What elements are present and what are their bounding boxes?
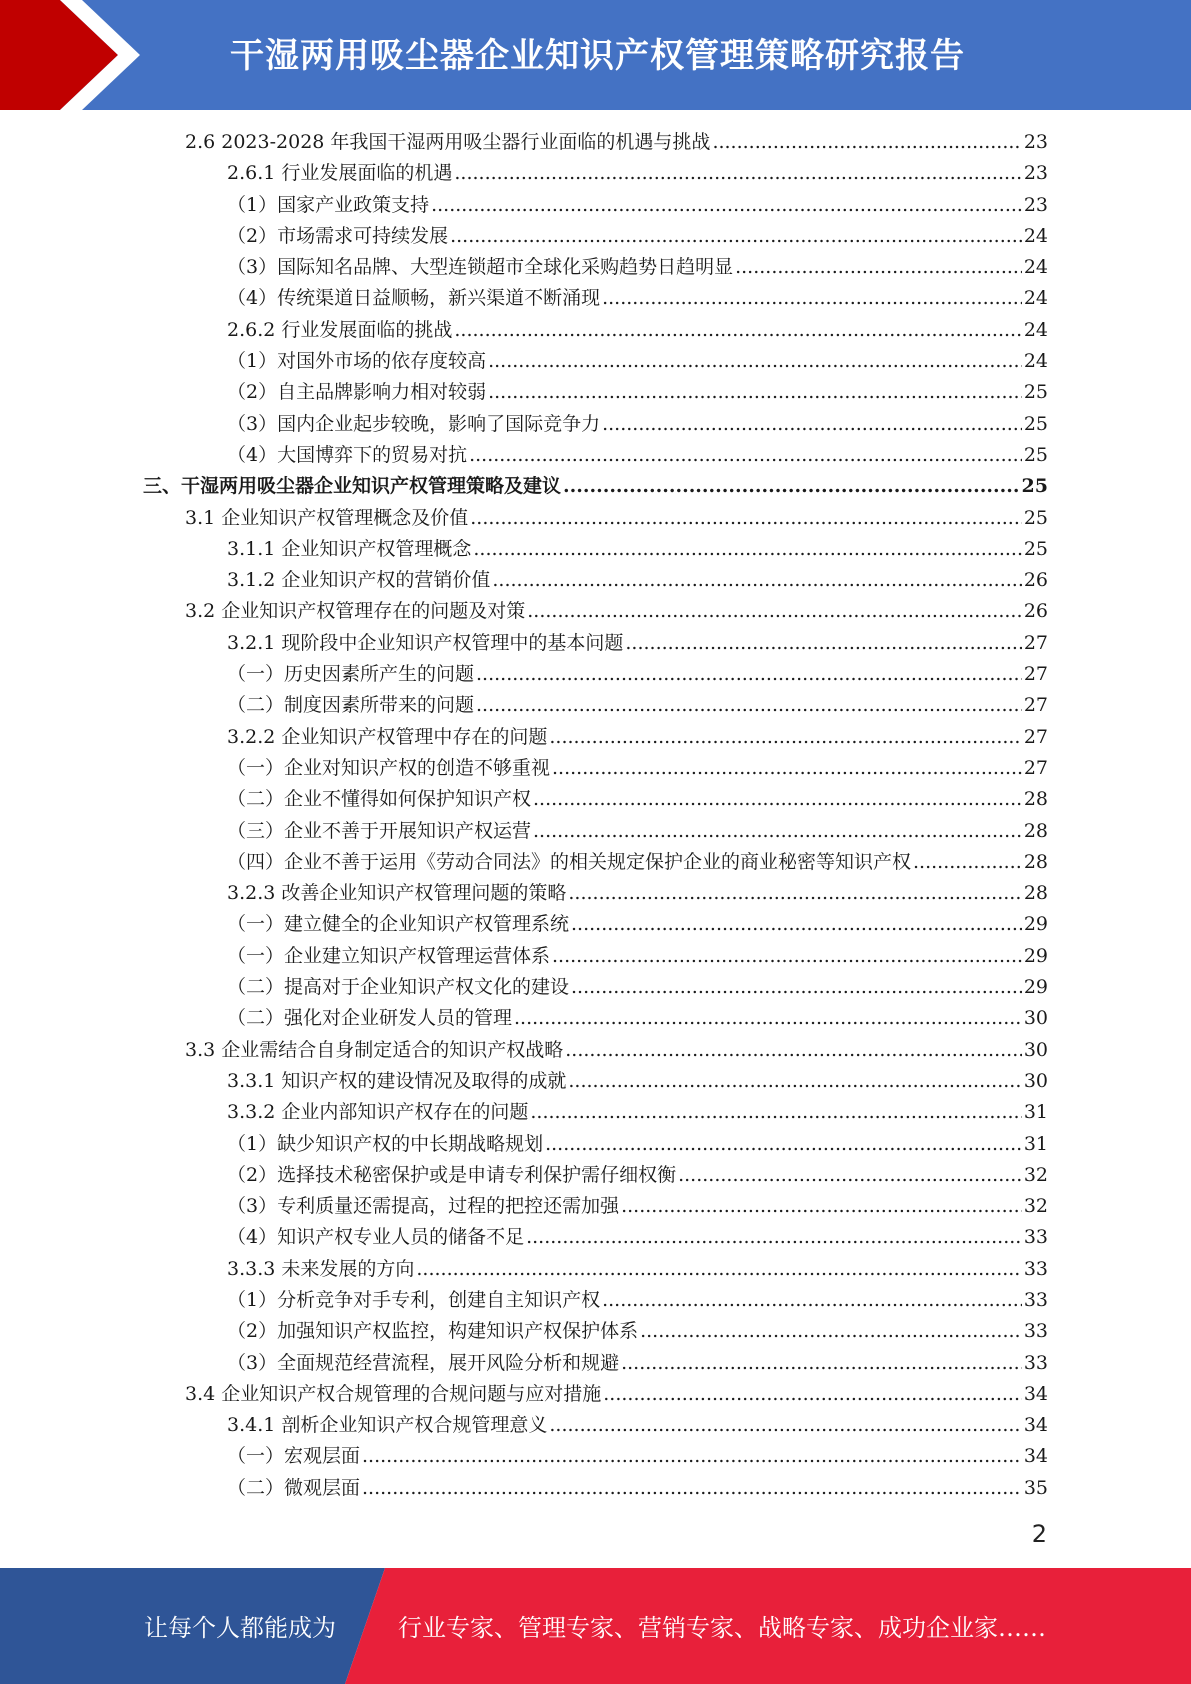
toc-entry[interactable] [143,565,1048,596]
toc-entry-page: 26 [1023,600,1048,623]
toc-entry-label: （4）知识产权专业人员的储备不足 [227,1226,525,1249]
toc-entry[interactable] [143,596,1048,627]
toc-entry-page: 24 [1023,318,1048,341]
toc-leader-dots [568,1066,1021,1097]
toc-leader-dots [469,440,1022,471]
toc-entry-label: （一）建立健全的企业知识产权管理系统 [227,913,570,936]
toc-entry-page: 24 [1023,350,1048,373]
toc-entry-page: 26 [1023,569,1048,592]
toc-entry[interactable] [143,1222,1048,1253]
toc-entry-page: 34 [1023,1414,1048,1437]
toc-leader-dots [470,503,1022,534]
toc-entry-page: 27 [1023,694,1048,717]
toc-leader-dots [476,690,1022,721]
toc-entry[interactable] [143,346,1048,377]
toc-entry-page: 34 [1023,1445,1048,1468]
toc-leader-dots [362,1441,1022,1472]
toc-leader-dots [416,1254,1021,1285]
toc-entry[interactable] [143,909,1048,940]
toc-entry[interactable] [143,190,1048,221]
toc-entry[interactable] [143,659,1048,690]
toc-leader-dots [571,972,1022,1003]
toc-leader-dots [712,127,1021,158]
toc-entry-label: 3.2 企业知识产权管理存在的问题及对策 [185,600,526,623]
toc-entry[interactable] [143,440,1048,471]
toc-leader-dots [431,190,1022,221]
toc-entry-page: 27 [1023,631,1048,654]
toc-entry[interactable] [143,221,1048,252]
toc-entry[interactable] [143,941,1048,972]
toc-entry[interactable] [143,1129,1048,1160]
toc-entry-page: 24 [1023,224,1048,247]
toc-entry[interactable] [143,784,1048,815]
toc-leader-dots [549,1410,1021,1441]
toc-entry-label: 3.3.1 知识产权的建设情况及取得的成就 [227,1069,567,1092]
toc-entry-label: （2）选择技术秘密保护或是申请专利保护需仔细权衡 [227,1163,677,1186]
toc-entry-label: （三）企业不善于开展知识产权运营 [227,819,532,842]
toc-entry-page: 31 [1023,1101,1048,1124]
toc-entry-page: 33 [1023,1257,1048,1280]
toc-entry[interactable] [143,1003,1048,1034]
page-footer [0,1568,1191,1684]
toc-entry-label: （2）加强知识产权监控，构建知识产权保护体系 [227,1320,639,1343]
toc-entry-label: （一）企业建立知识产权管理运营体系 [227,944,551,967]
toc-entry-label: （一）历史因素所产生的问题 [227,663,475,686]
toc-entry-page: 33 [1023,1226,1048,1249]
toc-entry-page: 33 [1023,1351,1048,1374]
toc-entry-label: 3.2.1 现阶段中企业知识产权管理中的基本问题 [227,631,624,654]
toc-leader-dots [602,409,1022,440]
toc-entry-label: （3）专利质量还需提高，过程的把控还需加强 [227,1195,620,1218]
toc-entry[interactable] [143,972,1048,1003]
toc-leader-dots [450,221,1022,252]
toc-entry[interactable] [143,315,1048,346]
toc-entry-page: 24 [1023,287,1048,310]
toc-entry-label: 3.4.1 剖析企业知识产权合规管理意义 [227,1414,548,1437]
toc-entry[interactable] [143,1473,1048,1504]
toc-leader-dots [571,909,1022,940]
toc-entry[interactable] [143,471,1048,502]
toc-entry-label: 3.3.3 未来发展的方向 [227,1257,415,1280]
toc-leader-dots [545,1129,1022,1160]
toc-entry-page: 28 [1023,882,1048,905]
toc-entry-label: （一）宏观层面 [227,1445,361,1468]
toc-entry-label: 2.6.2 行业发展面临的挑战 [227,318,453,341]
toc-entry-label: （4）传统渠道日益顺畅，新兴渠道不断涌现 [227,287,601,310]
toc-entry-label: 2.6.1 行业发展面临的机遇 [227,162,453,185]
toc-entry[interactable] [143,753,1048,784]
page-header [0,0,1191,110]
toc-entry-page: 25 [1023,381,1048,404]
toc-entry-page: 32 [1023,1163,1048,1186]
toc-entry-page: 23 [1023,131,1048,153]
toc-leader-dots [735,252,1022,283]
red-chevron-decoration [0,0,160,110]
toc-entry-label: （2）自主品牌影响力相对较弱 [227,381,487,404]
toc-leader-dots [533,784,1022,815]
toc-leader-dots [640,1316,1022,1347]
toc-entry[interactable] [143,1254,1048,1285]
toc-leader-dots [514,1003,1022,1034]
toc-entry-page: 29 [1023,944,1048,967]
toc-entry-page: 30 [1023,1069,1048,1092]
toc-entry-page: 29 [1023,976,1048,999]
toc-leader-dots [473,534,1021,565]
toc-entry-page: 25 [1023,506,1048,529]
toc-leader-dots [603,1379,1022,1410]
toc-entry[interactable] [143,690,1048,721]
toc-entry[interactable] [143,1379,1048,1410]
toc-entry-label: 三、干湿两用吸尘器企业知识产权管理策略及建议 [143,475,562,498]
toc-leader-dots [476,659,1022,690]
toc-entry-page: 34 [1023,1382,1048,1405]
toc-entry[interactable] [143,503,1048,534]
toc-entry-page: 25 [1023,537,1048,560]
toc-entry[interactable] [143,1316,1048,1347]
toc-entry[interactable] [143,816,1048,847]
toc-leader-dots [602,1285,1022,1316]
toc-entry-page: 25 [1023,412,1048,435]
toc-entry-label: （4）大国博弈下的贸易对抗 [227,443,468,466]
toc-leader-dots [488,377,1022,408]
toc-entry[interactable] [143,722,1048,753]
toc-entry-label: （2）市场需求可持续发展 [227,224,449,247]
toc-entry[interactable] [143,377,1048,408]
toc-entry-label: （1）分析竞争对手专利，创建自主知识产权 [227,1288,601,1311]
toc-entry[interactable] [143,1191,1048,1222]
toc-entry[interactable] [143,158,1048,189]
toc-entry-page: 28 [1023,788,1048,811]
toc-entry-page: 28 [1023,850,1048,873]
toc-entry-page: 29 [1023,913,1048,936]
toc-leader-dots [527,596,1022,627]
toc-leader-dots [454,315,1021,346]
toc-entry-page: 30 [1023,1038,1048,1061]
toc-leader-dots [549,722,1021,753]
toc-leader-dots [454,158,1021,189]
toc-entry-label: （3）国内企业起步较晚，影响了国际竞争力 [227,412,601,435]
toc-entry-page: 27 [1023,725,1048,748]
toc-entry-label: 3.1.1 企业知识产权管理概念 [227,537,472,560]
toc-entry-page: 33 [1023,1320,1048,1343]
toc-entry[interactable] [143,847,1048,878]
toc-entry-label: （1）国家产业政策支持 [227,193,430,216]
toc-entry[interactable] [143,628,1048,659]
toc-entry-label: 3.1.2 企业知识产权的营销价值 [227,569,491,592]
toc-leader-dots [565,1035,1022,1066]
toc-entry[interactable] [143,1160,1048,1191]
toc-leader-dots [492,565,1021,596]
toc-leader-dots [488,346,1022,377]
toc-entry[interactable] [143,1348,1048,1379]
toc-entry-page: 31 [1023,1132,1048,1155]
toc-entry-label: （一）企业对知识产权的创造不够重视 [227,756,551,779]
toc-entry-label: （二）企业不懂得如何保护知识产权 [227,788,532,811]
toc-entry-page: 33 [1023,1288,1048,1311]
toc-leader-dots [563,471,1020,502]
toc-entry[interactable] [143,1410,1048,1441]
toc-entry-label: （二）提高对于企业知识产权文化的建设 [227,976,570,999]
toc-entry-page: 28 [1023,819,1048,842]
toc-entry-label: （3）国际知名品牌、大型连锁超市全球化采购趋势日趋明显 [227,256,734,279]
toc-entry-label: （1）缺少知识产权的中长期战略规划 [227,1132,544,1155]
toc-entry-page: 25 [1021,475,1048,498]
toc-entry-label: （二）强化对企业研发人员的管理 [227,1007,513,1030]
toc-entry-label: （3）全面规范经营流程，展开风险分析和规避 [227,1351,620,1374]
page-number: 2 [1031,1520,1047,1548]
toc-entry-page: 30 [1023,1007,1048,1030]
toc-leader-dots [913,847,1022,878]
toc-entry[interactable] [143,1035,1048,1066]
toc-leader-dots [552,753,1022,784]
toc-entry[interactable] [143,409,1048,440]
toc-entry-label: （1）对国外市场的依存度较高 [227,350,487,373]
toc-leader-dots [533,816,1022,847]
toc-leader-dots [362,1473,1022,1504]
toc-entry[interactable] [143,1097,1048,1128]
toc-entry-page: 23 [1023,162,1048,185]
toc-entry[interactable] [143,878,1048,909]
toc-entry-label: 3.2.2 企业知识产权管理中存在的问题 [227,725,548,748]
toc-leader-dots [552,941,1022,972]
toc-entry-label: 3.2.3 改善企业知识产权管理问题的策略 [227,882,567,905]
toc-leader-dots [568,878,1021,909]
table-of-contents [143,127,1048,1504]
toc-entry-label: （二）制度因素所带来的问题 [227,694,475,717]
toc-entry-page: 27 [1023,756,1048,779]
toc-entry[interactable] [143,1066,1048,1097]
toc-entry-label: 3.4 企业知识产权合规管理的合规问题与应对措施 [185,1382,602,1405]
toc-entry[interactable] [143,534,1048,565]
toc-entry-page: 27 [1023,663,1048,686]
report-title: 干湿两用吸尘器企业知识产权管理策略研究报告 [230,36,965,76]
footer-slogan-left: 让每个人都能成为 [144,1614,336,1642]
toc-entry-page: 35 [1023,1476,1048,1499]
toc-entry-page: 24 [1023,256,1048,279]
footer-slogan-right: 行业专家、管理专家、营销专家、战略专家、成功企业家…… [398,1614,1046,1642]
toc-entry-page: 25 [1023,443,1048,466]
toc-entry[interactable] [143,283,1048,314]
toc-entry-label: （四）企业不善于运用《劳动合同法》的相关规定保护企业的商业秘密等知识产权 [227,850,912,873]
toc-entry-page: 23 [1023,193,1048,216]
toc-leader-dots [621,1348,1022,1379]
toc-entry[interactable] [143,252,1048,283]
toc-leader-dots [678,1160,1022,1191]
toc-entry-label: 3.3.2 企业内部知识产权存在的问题 [227,1101,529,1124]
toc-entry-label: 3.3 企业需结合自身制定适合的知识产权战略 [185,1038,564,1061]
toc-entry-page: 32 [1023,1195,1048,1218]
toc-leader-dots [625,628,1021,659]
toc-entry-label: 3.1 企业知识产权管理概念及价值 [185,506,469,529]
toc-entry-label: （二）微观层面 [227,1476,361,1499]
toc-leader-dots [530,1097,1021,1128]
toc-entry[interactable] [143,127,1048,158]
toc-entry[interactable] [143,1441,1048,1472]
toc-entry-label: 2.6 2023-2028 年我国干湿两用吸尘器行业面临的机遇与挑战 [185,131,711,153]
toc-leader-dots [526,1222,1022,1253]
toc-leader-dots [621,1191,1022,1222]
toc-entry[interactable] [143,1285,1048,1316]
toc-leader-dots [602,283,1022,314]
